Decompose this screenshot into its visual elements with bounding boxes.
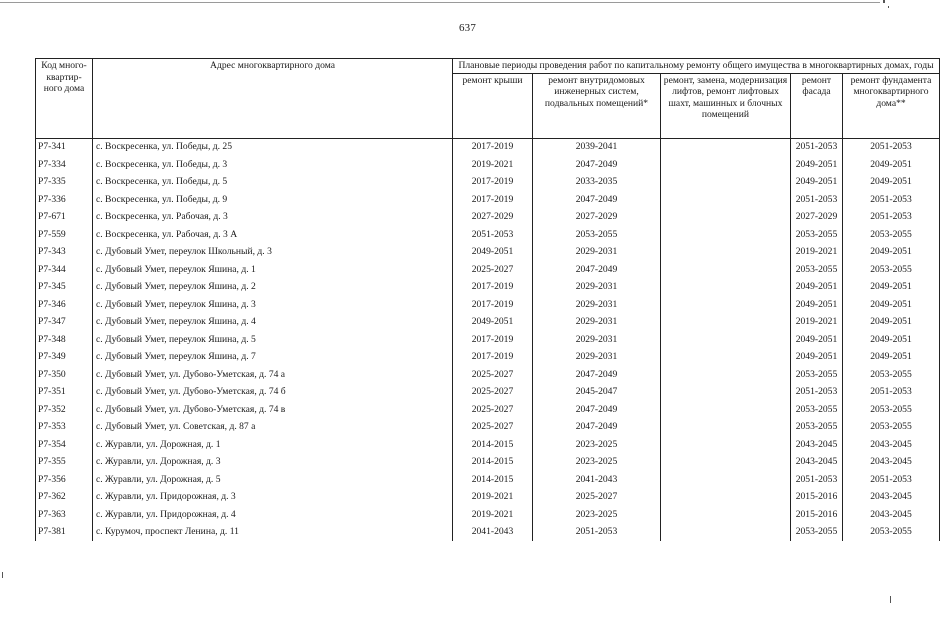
cell-address: с. Воскресенка, ул. Рабочая, д. 3 А bbox=[93, 226, 453, 244]
cell-systems: 2029-2031 bbox=[533, 349, 661, 367]
table-row bbox=[36, 279, 940, 297]
cell-foundation: 2049-2051 bbox=[843, 349, 940, 367]
cell-systems: 2023-2025 bbox=[533, 506, 661, 524]
cell-address: с. Дубовый Умет, переулок Школьный, д. 3 bbox=[93, 244, 453, 262]
cell-foundation: 2043-2045 bbox=[843, 454, 940, 472]
cell-roof: 2017-2019 bbox=[453, 279, 533, 297]
cell-foundation: 2051-2053 bbox=[843, 191, 940, 209]
cell-foundation: 2051-2053 bbox=[843, 209, 940, 227]
cell-facade: 2015-2016 bbox=[791, 506, 843, 524]
cell-roof: 2025-2027 bbox=[453, 419, 533, 437]
cell-code: Р7-559 bbox=[36, 226, 93, 244]
cell-roof: 2025-2027 bbox=[453, 366, 533, 384]
cell-systems: 2029-2031 bbox=[533, 279, 661, 297]
cell-roof: 2017-2019 bbox=[453, 191, 533, 209]
header-roof: ремонт крыши bbox=[453, 73, 533, 138]
cell-lifts bbox=[661, 506, 791, 524]
cell-address: с. Дубовый Умет, ул. Дубово-Уметская, д. 74 б bbox=[93, 384, 453, 402]
cell-facade: 2051-2053 bbox=[791, 384, 843, 402]
cell-facade: 2051-2053 bbox=[791, 471, 843, 489]
cell-facade: 2053-2055 bbox=[791, 524, 843, 542]
cell-lifts bbox=[661, 401, 791, 419]
table-row bbox=[36, 349, 940, 367]
cell-code: Р7-363 bbox=[36, 506, 93, 524]
cell-address: с. Журавли, ул. Придорожная, д. 4 bbox=[93, 506, 453, 524]
table-body bbox=[36, 138, 940, 541]
cell-code: Р7-335 bbox=[36, 174, 93, 192]
header-facade: ремонт фасада bbox=[791, 73, 843, 138]
table-row bbox=[36, 436, 940, 454]
cell-code: Р7-350 bbox=[36, 366, 93, 384]
cell-systems: 2029-2031 bbox=[533, 244, 661, 262]
cell-code: Р7-349 bbox=[36, 349, 93, 367]
cell-lifts bbox=[661, 349, 791, 367]
cell-foundation: 2053-2055 bbox=[843, 261, 940, 279]
cell-lifts bbox=[661, 524, 791, 542]
cell-roof: 2041-2043 bbox=[453, 524, 533, 542]
cell-facade: 2049-2051 bbox=[791, 174, 843, 192]
cell-roof: 2017-2019 bbox=[453, 138, 533, 156]
cell-code: Р7-356 bbox=[36, 471, 93, 489]
cell-facade: 2053-2055 bbox=[791, 226, 843, 244]
cell-facade: 2053-2055 bbox=[791, 401, 843, 419]
header-address: Адрес многоквартирного дома bbox=[93, 59, 453, 139]
cell-code: Р7-351 bbox=[36, 384, 93, 402]
scan-speck bbox=[883, 0, 885, 3]
cell-facade: 2043-2045 bbox=[791, 454, 843, 472]
cell-address: с. Журавли, ул. Дорожная, д. 1 bbox=[93, 436, 453, 454]
header-lifts: ремонт, замена, модернизация лифтов, ремонт лифтовых шахт, машинных и блочных помещений bbox=[661, 73, 791, 138]
table-row bbox=[36, 384, 940, 402]
cell-facade: 2049-2051 bbox=[791, 296, 843, 314]
cell-roof: 2014-2015 bbox=[453, 454, 533, 472]
cell-lifts bbox=[661, 279, 791, 297]
cell-lifts bbox=[661, 156, 791, 174]
cell-address: с. Дубовый Умет, переулок Яшина, д. 2 bbox=[93, 279, 453, 297]
cell-facade: 2053-2055 bbox=[791, 366, 843, 384]
cell-systems: 2053-2055 bbox=[533, 226, 661, 244]
cell-systems: 2023-2025 bbox=[533, 454, 661, 472]
cell-roof: 2025-2027 bbox=[453, 261, 533, 279]
cell-foundation: 2049-2051 bbox=[843, 331, 940, 349]
cell-foundation: 2053-2055 bbox=[843, 366, 940, 384]
header-systems: ремонт внутридомовых инженерных систем, подвальных помещений* bbox=[533, 73, 661, 138]
cell-foundation: 2049-2051 bbox=[843, 244, 940, 262]
cell-foundation: 2049-2051 bbox=[843, 314, 940, 332]
cell-systems: 2023-2025 bbox=[533, 436, 661, 454]
cell-systems: 2039-2041 bbox=[533, 138, 661, 156]
cell-code: Р7-343 bbox=[36, 244, 93, 262]
cell-code: Р7-354 bbox=[36, 436, 93, 454]
table-row bbox=[36, 191, 940, 209]
cell-address: с. Воскресенка, ул. Рабочая, д. 3 bbox=[93, 209, 453, 227]
cell-facade: 2019-2021 bbox=[791, 244, 843, 262]
cell-foundation: 2053-2055 bbox=[843, 401, 940, 419]
cell-facade: 2053-2055 bbox=[791, 419, 843, 437]
cell-lifts bbox=[661, 209, 791, 227]
cell-facade: 2043-2045 bbox=[791, 436, 843, 454]
cell-lifts bbox=[661, 261, 791, 279]
cell-foundation: 2051-2053 bbox=[843, 384, 940, 402]
cell-lifts bbox=[661, 419, 791, 437]
cell-foundation: 2043-2045 bbox=[843, 489, 940, 507]
cell-facade: 2019-2021 bbox=[791, 314, 843, 332]
cell-roof: 2049-2051 bbox=[453, 244, 533, 262]
cell-facade: 2053-2055 bbox=[791, 261, 843, 279]
cell-code: Р7-344 bbox=[36, 261, 93, 279]
cell-systems: 2047-2049 bbox=[533, 419, 661, 437]
cell-address: с. Дубовый Умет, ул. Советская, д. 87 а bbox=[93, 419, 453, 437]
table-row bbox=[36, 296, 940, 314]
cell-roof: 2027-2029 bbox=[453, 209, 533, 227]
cell-foundation: 2053-2055 bbox=[843, 226, 940, 244]
cell-systems: 2029-2031 bbox=[533, 296, 661, 314]
cell-lifts bbox=[661, 384, 791, 402]
cell-roof: 2025-2027 bbox=[453, 384, 533, 402]
cell-foundation: 2049-2051 bbox=[843, 174, 940, 192]
cell-facade: 2049-2051 bbox=[791, 331, 843, 349]
cell-lifts bbox=[661, 489, 791, 507]
cell-roof: 2017-2019 bbox=[453, 349, 533, 367]
cell-code: Р7-353 bbox=[36, 419, 93, 437]
cell-code: Р7-348 bbox=[36, 331, 93, 349]
cell-systems: 2047-2049 bbox=[533, 366, 661, 384]
cell-foundation: 2053-2055 bbox=[843, 419, 940, 437]
cell-code: Р7-341 bbox=[36, 138, 93, 156]
cell-lifts bbox=[661, 296, 791, 314]
cell-systems: 2025-2027 bbox=[533, 489, 661, 507]
cell-systems: 2051-2053 bbox=[533, 524, 661, 542]
cell-foundation: 2051-2053 bbox=[843, 471, 940, 489]
cell-lifts bbox=[661, 138, 791, 156]
cell-address: с. Дубовый Умет, ул. Дубово-Уметская, д. 74 в bbox=[93, 401, 453, 419]
cell-foundation: 2049-2051 bbox=[843, 279, 940, 297]
cell-systems: 2047-2049 bbox=[533, 261, 661, 279]
cell-roof: 2051-2053 bbox=[453, 226, 533, 244]
cell-lifts bbox=[661, 331, 791, 349]
cell-systems: 2047-2049 bbox=[533, 401, 661, 419]
cell-foundation: 2043-2045 bbox=[843, 436, 940, 454]
cell-code: Р7-671 bbox=[36, 209, 93, 227]
header-periods-group: Плановые периоды проведения работ по капитальному ремонту общего имущества в многоквартирных домах, годы bbox=[453, 59, 940, 74]
cell-address: с. Журавли, ул. Дорожная, д. 3 bbox=[93, 454, 453, 472]
table-row bbox=[36, 366, 940, 384]
cell-lifts bbox=[661, 226, 791, 244]
cell-code: Р7-334 bbox=[36, 156, 93, 174]
cell-code: Р7-381 bbox=[36, 524, 93, 542]
scan-edge-line bbox=[0, 2, 880, 3]
table-row bbox=[36, 226, 940, 244]
table-row bbox=[36, 471, 940, 489]
cell-roof: 2025-2027 bbox=[453, 401, 533, 419]
cell-facade: 2027-2029 bbox=[791, 209, 843, 227]
cell-lifts bbox=[661, 174, 791, 192]
table-row bbox=[36, 454, 940, 472]
table-row bbox=[36, 419, 940, 437]
cell-facade: 2015-2016 bbox=[791, 489, 843, 507]
cell-systems: 2029-2031 bbox=[533, 331, 661, 349]
cell-address: с. Дубовый Умет, переулок Яшина, д. 7 bbox=[93, 349, 453, 367]
cell-roof: 2019-2021 bbox=[453, 156, 533, 174]
cell-address: с. Дубовый Умет, переулок Яшина, д. 5 bbox=[93, 331, 453, 349]
table-row bbox=[36, 174, 940, 192]
cell-address: с. Дубовый Умет, ул. Дубово-Уметская, д. 74 а bbox=[93, 366, 453, 384]
table-row bbox=[36, 331, 940, 349]
cell-roof: 2014-2015 bbox=[453, 436, 533, 454]
capital-repair-table bbox=[35, 58, 940, 541]
cell-systems: 2027-2029 bbox=[533, 209, 661, 227]
cell-lifts bbox=[661, 314, 791, 332]
table-row bbox=[36, 489, 940, 507]
cell-lifts bbox=[661, 454, 791, 472]
cell-code: Р7-362 bbox=[36, 489, 93, 507]
cell-address: с. Воскресенка, ул. Победы, д. 5 bbox=[93, 174, 453, 192]
scan-speck bbox=[888, 6, 889, 8]
cell-foundation: 2051-2053 bbox=[843, 138, 940, 156]
header-foundation: ремонт фундамента многоквартирного дома** bbox=[843, 73, 940, 138]
cell-roof: 2019-2021 bbox=[453, 489, 533, 507]
cell-code: Р7-346 bbox=[36, 296, 93, 314]
cell-code: Р7-355 bbox=[36, 454, 93, 472]
cell-roof: 2017-2019 bbox=[453, 174, 533, 192]
cell-systems: 2029-2031 bbox=[533, 314, 661, 332]
cell-roof: 2019-2021 bbox=[453, 506, 533, 524]
scan-speck bbox=[890, 596, 891, 603]
table-row bbox=[36, 261, 940, 279]
cell-address: с. Дубовый Умет, переулок Яшина, д. 3 bbox=[93, 296, 453, 314]
cell-lifts bbox=[661, 436, 791, 454]
cell-code: Р7-336 bbox=[36, 191, 93, 209]
cell-address: с. Журавли, ул. Придорожная, д. 3 bbox=[93, 489, 453, 507]
cell-systems: 2033-2035 bbox=[533, 174, 661, 192]
cell-facade: 2049-2051 bbox=[791, 349, 843, 367]
cell-lifts bbox=[661, 244, 791, 262]
cell-address: с. Журавли, ул. Дорожная, д. 5 bbox=[93, 471, 453, 489]
cell-lifts bbox=[661, 366, 791, 384]
cell-code: Р7-345 bbox=[36, 279, 93, 297]
cell-roof: 2014-2015 bbox=[453, 471, 533, 489]
cell-systems: 2047-2049 bbox=[533, 156, 661, 174]
cell-lifts bbox=[661, 191, 791, 209]
cell-facade: 2049-2051 bbox=[791, 279, 843, 297]
cell-address: с. Воскресенка, ул. Победы, д. 9 bbox=[93, 191, 453, 209]
cell-facade: 2051-2053 bbox=[791, 138, 843, 156]
scan-speck bbox=[2, 572, 3, 578]
table-row bbox=[36, 401, 940, 419]
cell-facade: 2051-2053 bbox=[791, 191, 843, 209]
table-row bbox=[36, 209, 940, 227]
table-row bbox=[36, 314, 940, 332]
cell-foundation: 2053-2055 bbox=[843, 524, 940, 542]
cell-lifts bbox=[661, 471, 791, 489]
table-row bbox=[36, 156, 940, 174]
cell-roof: 2017-2019 bbox=[453, 296, 533, 314]
cell-foundation: 2049-2051 bbox=[843, 296, 940, 314]
cell-address: с. Дубовый Умет, переулок Яшина, д. 4 bbox=[93, 314, 453, 332]
page-number: 637 bbox=[458, 22, 477, 34]
cell-systems: 2047-2049 bbox=[533, 191, 661, 209]
cell-roof: 2017-2019 bbox=[453, 331, 533, 349]
cell-systems: 2045-2047 bbox=[533, 384, 661, 402]
cell-roof: 2049-2051 bbox=[453, 314, 533, 332]
cell-foundation: 2043-2045 bbox=[843, 506, 940, 524]
table-row bbox=[36, 506, 940, 524]
table-row bbox=[36, 138, 940, 156]
cell-foundation: 2049-2051 bbox=[843, 156, 940, 174]
cell-facade: 2049-2051 bbox=[791, 156, 843, 174]
cell-address: с. Воскресенка, ул. Победы, д. 25 bbox=[93, 138, 453, 156]
table-row bbox=[36, 244, 940, 262]
table-row bbox=[36, 524, 940, 542]
cell-address: с. Дубовый Умет, переулок Яшина, д. 1 bbox=[93, 261, 453, 279]
header-code: Код много-квартир-ного дома bbox=[36, 59, 93, 139]
cell-systems: 2041-2043 bbox=[533, 471, 661, 489]
cell-address: с. Курумоч, проспект Ленина, д. 11 bbox=[93, 524, 453, 542]
cell-code: Р7-347 bbox=[36, 314, 93, 332]
cell-code: Р7-352 bbox=[36, 401, 93, 419]
cell-address: с. Воскресенка, ул. Победы, д. 3 bbox=[93, 156, 453, 174]
